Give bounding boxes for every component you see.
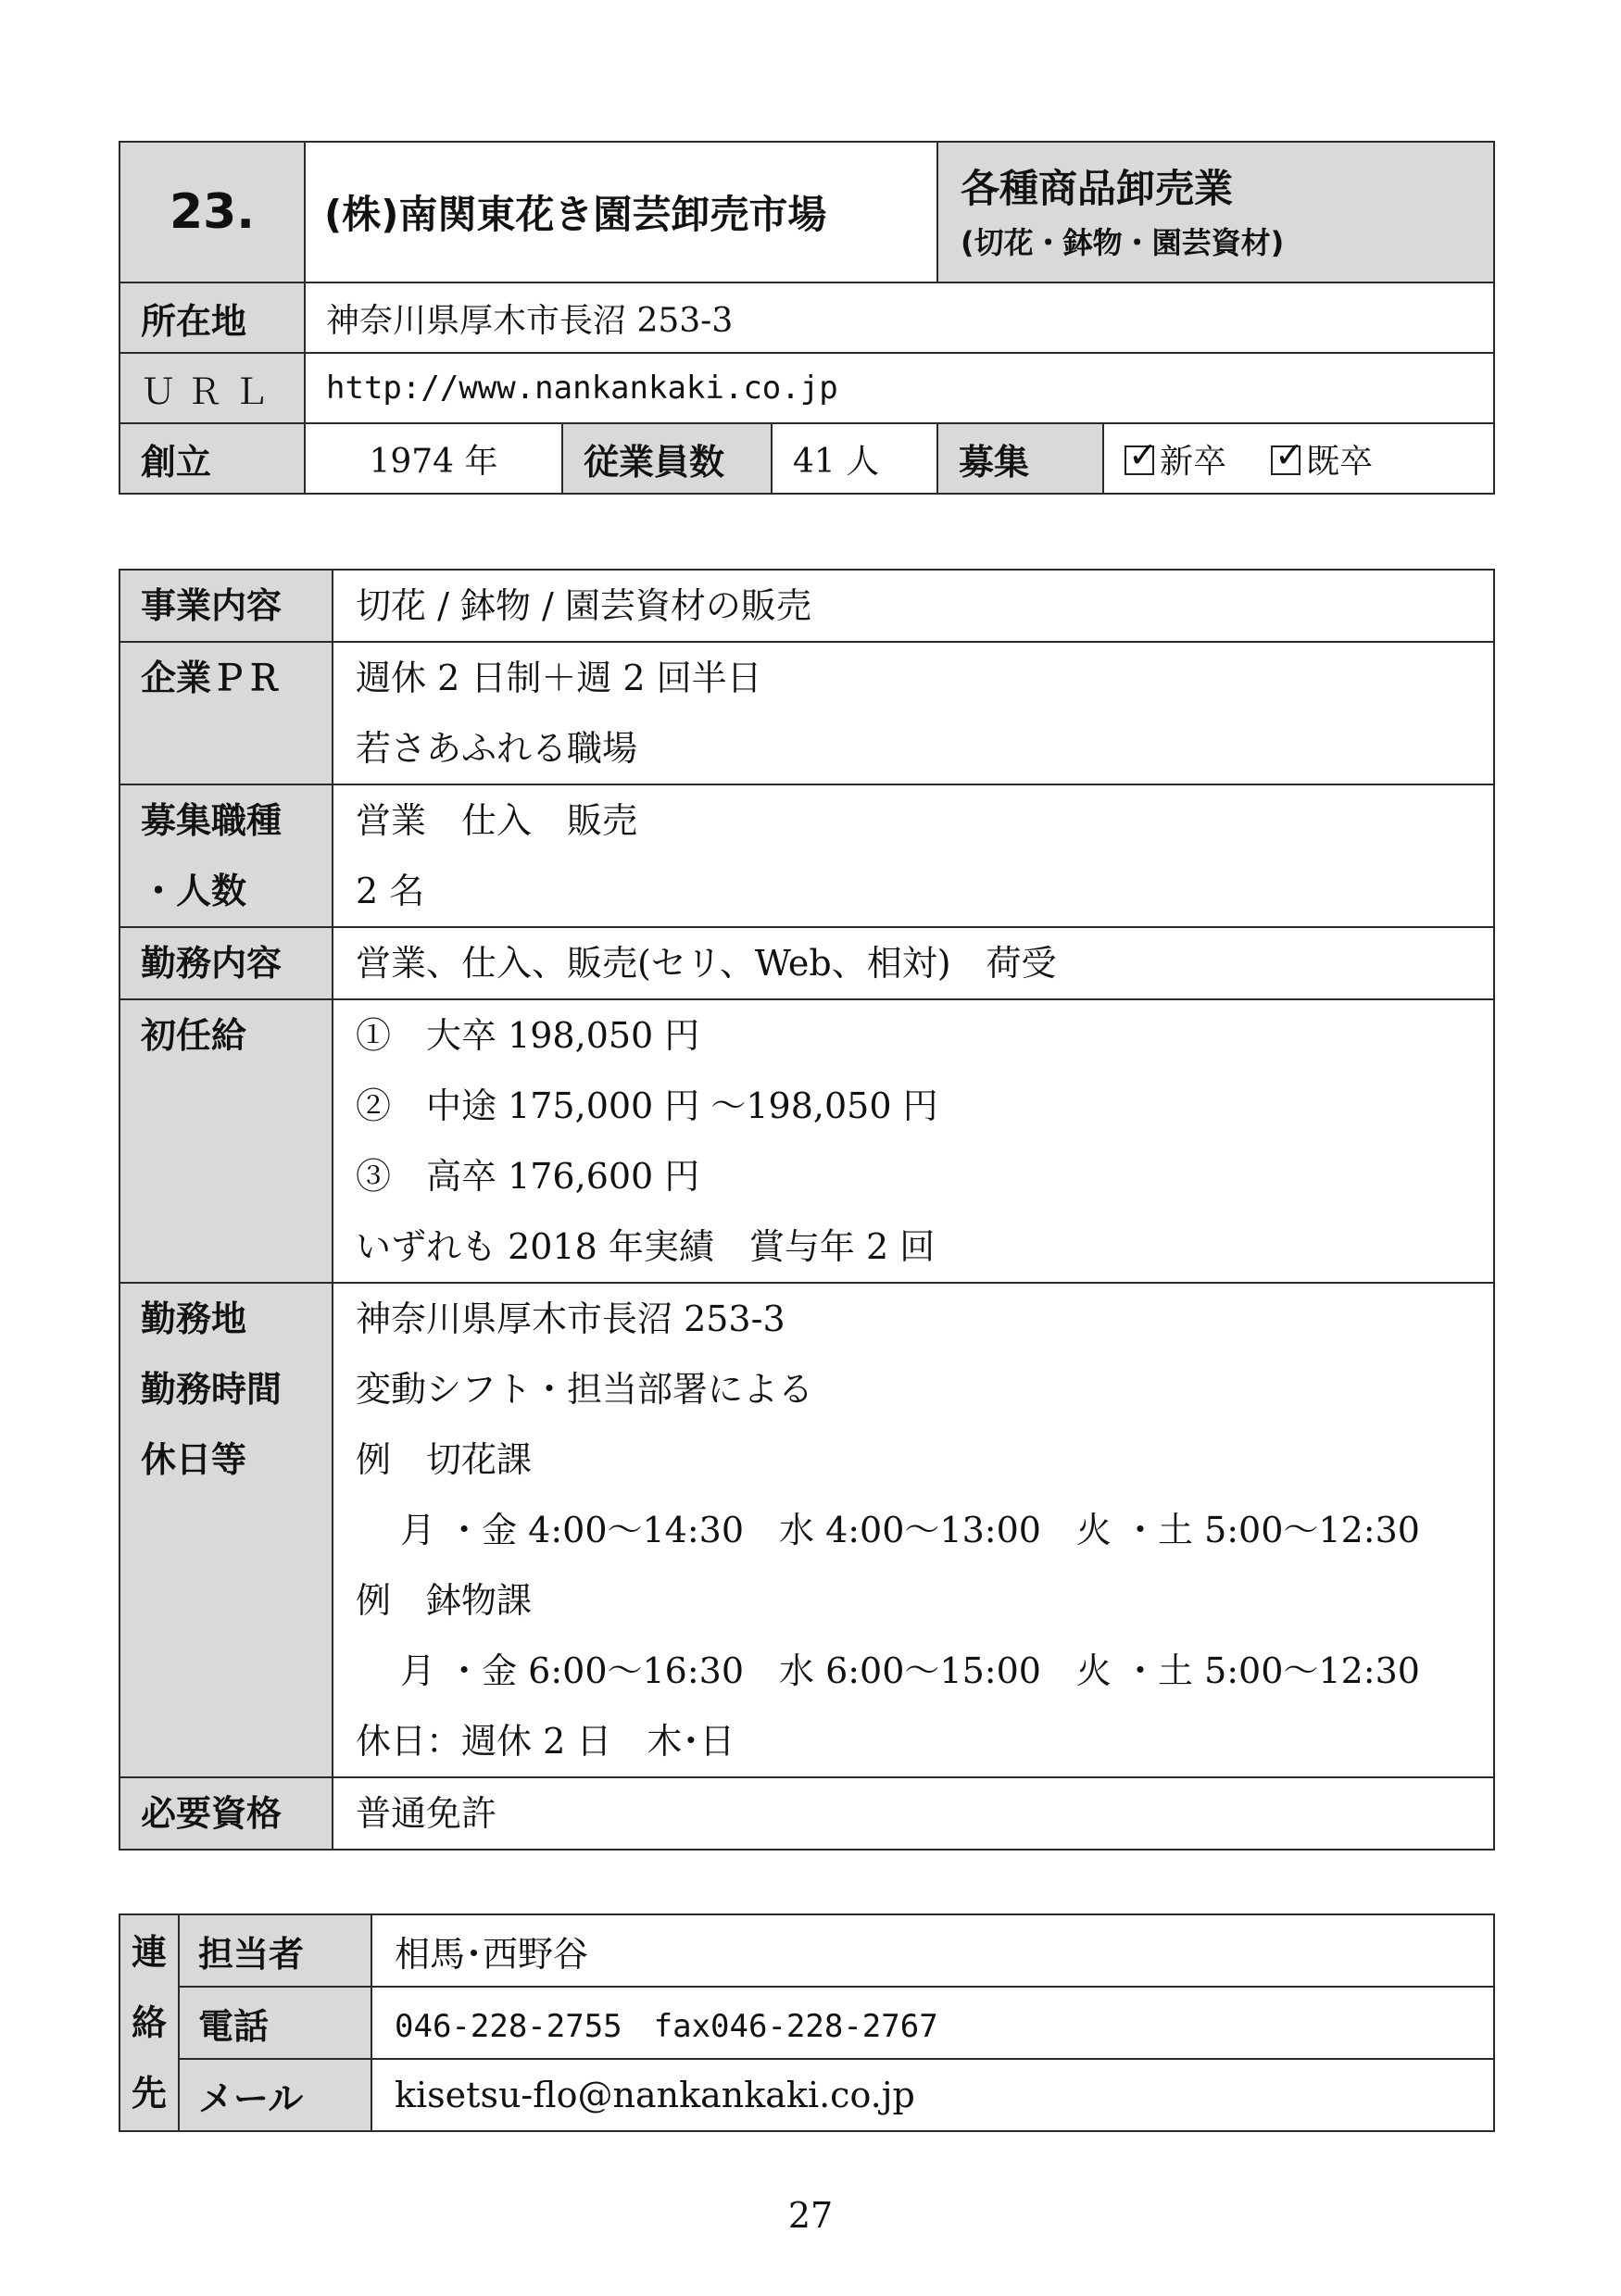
job-detail-table	[119, 569, 1495, 1851]
salary-line: いずれも 2018 年実績 賞与年 2 回	[356, 1226, 936, 1267]
jobs-value	[333, 784, 1494, 927]
location-value: 神奈川県厚木市長沼 253-3	[305, 282, 1494, 353]
jobs-line: 2 名	[356, 871, 425, 911]
phone-value[interactable]: 046-228-2755 fax046-228-2767	[371, 1987, 1494, 2059]
qualification-label: 必要資格	[119, 1777, 333, 1850]
industry-sub-label: (切花・鉢物・園芸資材)	[961, 225, 1285, 260]
qualification-value: 普通免許	[333, 1777, 1494, 1850]
company-header-table	[119, 141, 1495, 495]
workplace-line: 神奈川県厚木市長沼 253-3	[356, 1299, 785, 1339]
company-number: 23.	[119, 142, 305, 282]
recruit-experienced-label: 既卒	[1306, 442, 1374, 481]
duties-label: 勤務内容	[119, 927, 333, 999]
jobs-label: 募集職種 ・人数	[119, 784, 333, 927]
email-label: メール	[179, 2059, 371, 2131]
recruit-options	[1103, 423, 1494, 494]
founded-value: 1974 年	[305, 423, 562, 494]
salary-line: ① 大卒 198,050 円	[356, 1015, 700, 1056]
pr-line: 若さあふれる職場	[356, 728, 638, 769]
checkbox-new-grad[interactable]	[1125, 445, 1154, 475]
pr-value	[333, 642, 1494, 784]
salary-label: 初任給	[119, 999, 333, 1283]
url-value[interactable]: http://www.nankankaki.co.jp	[305, 353, 1494, 423]
employees-value: 41 人	[772, 423, 937, 494]
email-value[interactable]: kisetsu-flo@nankankaki.co.jp	[371, 2059, 1494, 2131]
business-value: 切花 / 鉢物 / 園芸資材の販売	[333, 570, 1494, 642]
pr-label: 企業ＰＲ	[119, 642, 333, 784]
jobs-line: 営業 仕入 販売	[356, 800, 638, 841]
url-label: ＵＲＬ	[119, 353, 305, 423]
workplace-label: 勤務地 勤務時間 休日等	[119, 1283, 333, 1777]
workplace-line: 例 鉢物課	[356, 1580, 533, 1621]
recruit-label: 募集	[937, 423, 1103, 494]
person-value: 相馬･西野谷	[371, 1914, 1494, 1987]
workplace-line: 月 ・金 4:00～14:30 水 4:00～13:00 火 ・土 5:00～12:30	[400, 1510, 1420, 1550]
salary-value	[333, 999, 1494, 1283]
checkbox-experienced[interactable]	[1271, 445, 1301, 475]
salary-line: ② 中途 175,000 円 ～198,050 円	[356, 1085, 938, 1126]
company-name: (株)南関東花き園芸卸売市場	[305, 142, 937, 282]
founded-label: 創立	[119, 423, 305, 494]
contact-vertical-label: 連 絡 先	[119, 1914, 179, 2131]
pr-line: 週休 2 日制＋週 2 回半日	[356, 658, 762, 698]
contact-table	[119, 1913, 1495, 2132]
workplace-line: 月 ・金 6:00～16:30 水 6:00～15:00 火 ・土 5:00～12:30	[400, 1650, 1420, 1691]
employees-label: 従業員数	[562, 423, 772, 494]
workplace-line: 休日：週休 2 日 木･日	[356, 1721, 735, 1762]
person-label: 担当者	[179, 1914, 371, 1987]
workplace-line: 例 切花課	[356, 1439, 533, 1480]
location-label: 所在地	[119, 282, 305, 353]
business-label: 事業内容	[119, 570, 333, 642]
industry-cell	[937, 142, 1494, 282]
phone-label: 電話	[179, 1987, 371, 2059]
duties-value: 営業、仕入、販売(セリ、Web、相対) 荷受	[333, 927, 1494, 999]
recruit-new-label: 新卒	[1160, 442, 1227, 481]
industry-label: 各種商品卸売業	[961, 165, 1234, 211]
salary-line: ③ 高卒 176,600 円	[356, 1156, 700, 1197]
workplace-line: 変動シフト・担当部署による	[356, 1369, 814, 1410]
page-number: 27	[787, 2195, 834, 2236]
workplace-value	[333, 1283, 1494, 1777]
